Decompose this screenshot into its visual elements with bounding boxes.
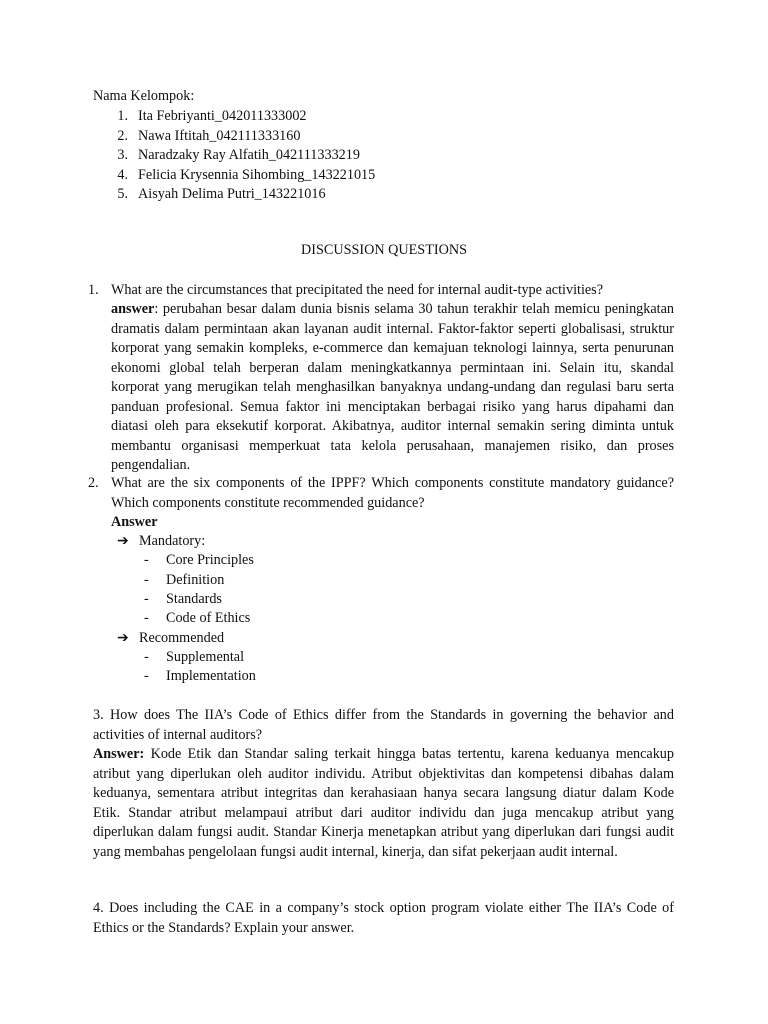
question-2-text: What are the six components of the IPPF? Which components constitute mandatory guidance? Which components constitute recommended guidance? (111, 475, 674, 511)
dash-bullet: - (144, 649, 149, 665)
list-item: Definition (166, 572, 225, 588)
answer-label: Answer: (93, 746, 145, 762)
question-number: 2. (88, 475, 99, 491)
list-item: Standards (166, 591, 222, 607)
dash-bullet: - (144, 572, 149, 588)
list-item-number: 5. (117, 186, 128, 202)
arrow-icon: ➔ (117, 533, 129, 549)
list-item-number: 2. (117, 127, 128, 144)
member-name: Nawa Iftitah_042111333160 (138, 127, 301, 144)
list-item-number: 3. (117, 147, 128, 163)
list-item: Supplemental (166, 649, 245, 665)
page-title: DISCUSSION QUESTIONS (301, 242, 467, 258)
mandatory-label: Mandatory: (139, 533, 206, 549)
recommended-label: Recommended (139, 630, 225, 646)
dash-bullet: - (144, 591, 149, 607)
dash-bullet: - (144, 668, 149, 684)
question-4-text: 4. Does including the CAE in a company’s stock option program violate either The IIA’s Code of Ethics or the Standards? Explain your answer. (93, 900, 674, 936)
answer-3-text: Kode Etik dan Standar saling terkait hingga batas tertentu, karena keduanya mencakup atribut yang diperlukan oleh auditor individu. Atribut objektivitas dan kompetensi dibahas dalam keduanya, sementara atribut integritas dan kerahasiaan hanya secara langsung diatur dalam Kode Etik. Standar atribut melampaui atribut dari auditor individu dan juga mencakup atribut yang diperlukan dalam fungsi audit. Standar Kinerja menetapkan atribut yang diperlukan dari fungsi audit yang membahas pengelolaan fungsi audit internal, kinerja, dan sifat pekerjaan audit internal. (93, 746, 674, 860)
member-name: Ita Febriyanti_042011333002 (138, 108, 307, 124)
question-number: 1. (88, 282, 99, 298)
list-item-number: 4. (117, 166, 128, 183)
question-3-text: 3. How does The IIA’s Code of Ethics differ from the Standards in governing the behavior and activities of internal auditors? (93, 707, 674, 743)
member-name: Aisyah Delima Putri_143221016 (138, 186, 326, 202)
answer-label: answer (111, 301, 155, 317)
answer-1 (111, 300, 674, 476)
member-name: Felicia Krysennia Sihombing_143221015 (138, 166, 376, 183)
group-label: Nama Kelompok: (93, 88, 195, 104)
answer-3 (93, 745, 674, 862)
answer-label: Answer (111, 514, 158, 530)
answer-1-text: : perubahan besar dalam dunia bisnis selama 30 tahun terakhir telah memicu peningkatan dramatis dalam permintaan akan layanan audit internal. Faktor-faktor seperti globalisasi, struktur korporat yang semakin kompleks, e-commerce dan kemajuan teknologi lainnya, serta penurunan ekonomi global telah berperan dalam meningkatkannya permintaan ini. Selain itu, skandal korporat yang merugikan telah menghasilkan banyaknya undang-undang dan regulasi baru serta panduan profesional. Semua faktor ini menciptakan berbagai risiko yang harus dipahami dan diatasi oleh para eksekutif korporat. Akibatnya, auditor internal semakin sering diminta untuk membantu organisasi memperkuat tata kelola perusahaan, manajemen risiko, dan proses pengendalian. (111, 301, 674, 473)
arrow-icon: ➔ (117, 630, 129, 646)
list-item: Implementation (166, 668, 256, 684)
list-item: Core Principles (166, 552, 254, 568)
question-1-text: What are the circumstances that precipitated the need for internal audit-type activities? (111, 282, 604, 298)
dash-bullet: - (144, 552, 149, 568)
list-item: Code of Ethics (166, 610, 251, 626)
member-name: Naradzaky Ray Alfatih_042111333219 (138, 147, 360, 163)
dash-bullet: - (144, 610, 149, 626)
list-item-number: 1. (117, 108, 128, 124)
